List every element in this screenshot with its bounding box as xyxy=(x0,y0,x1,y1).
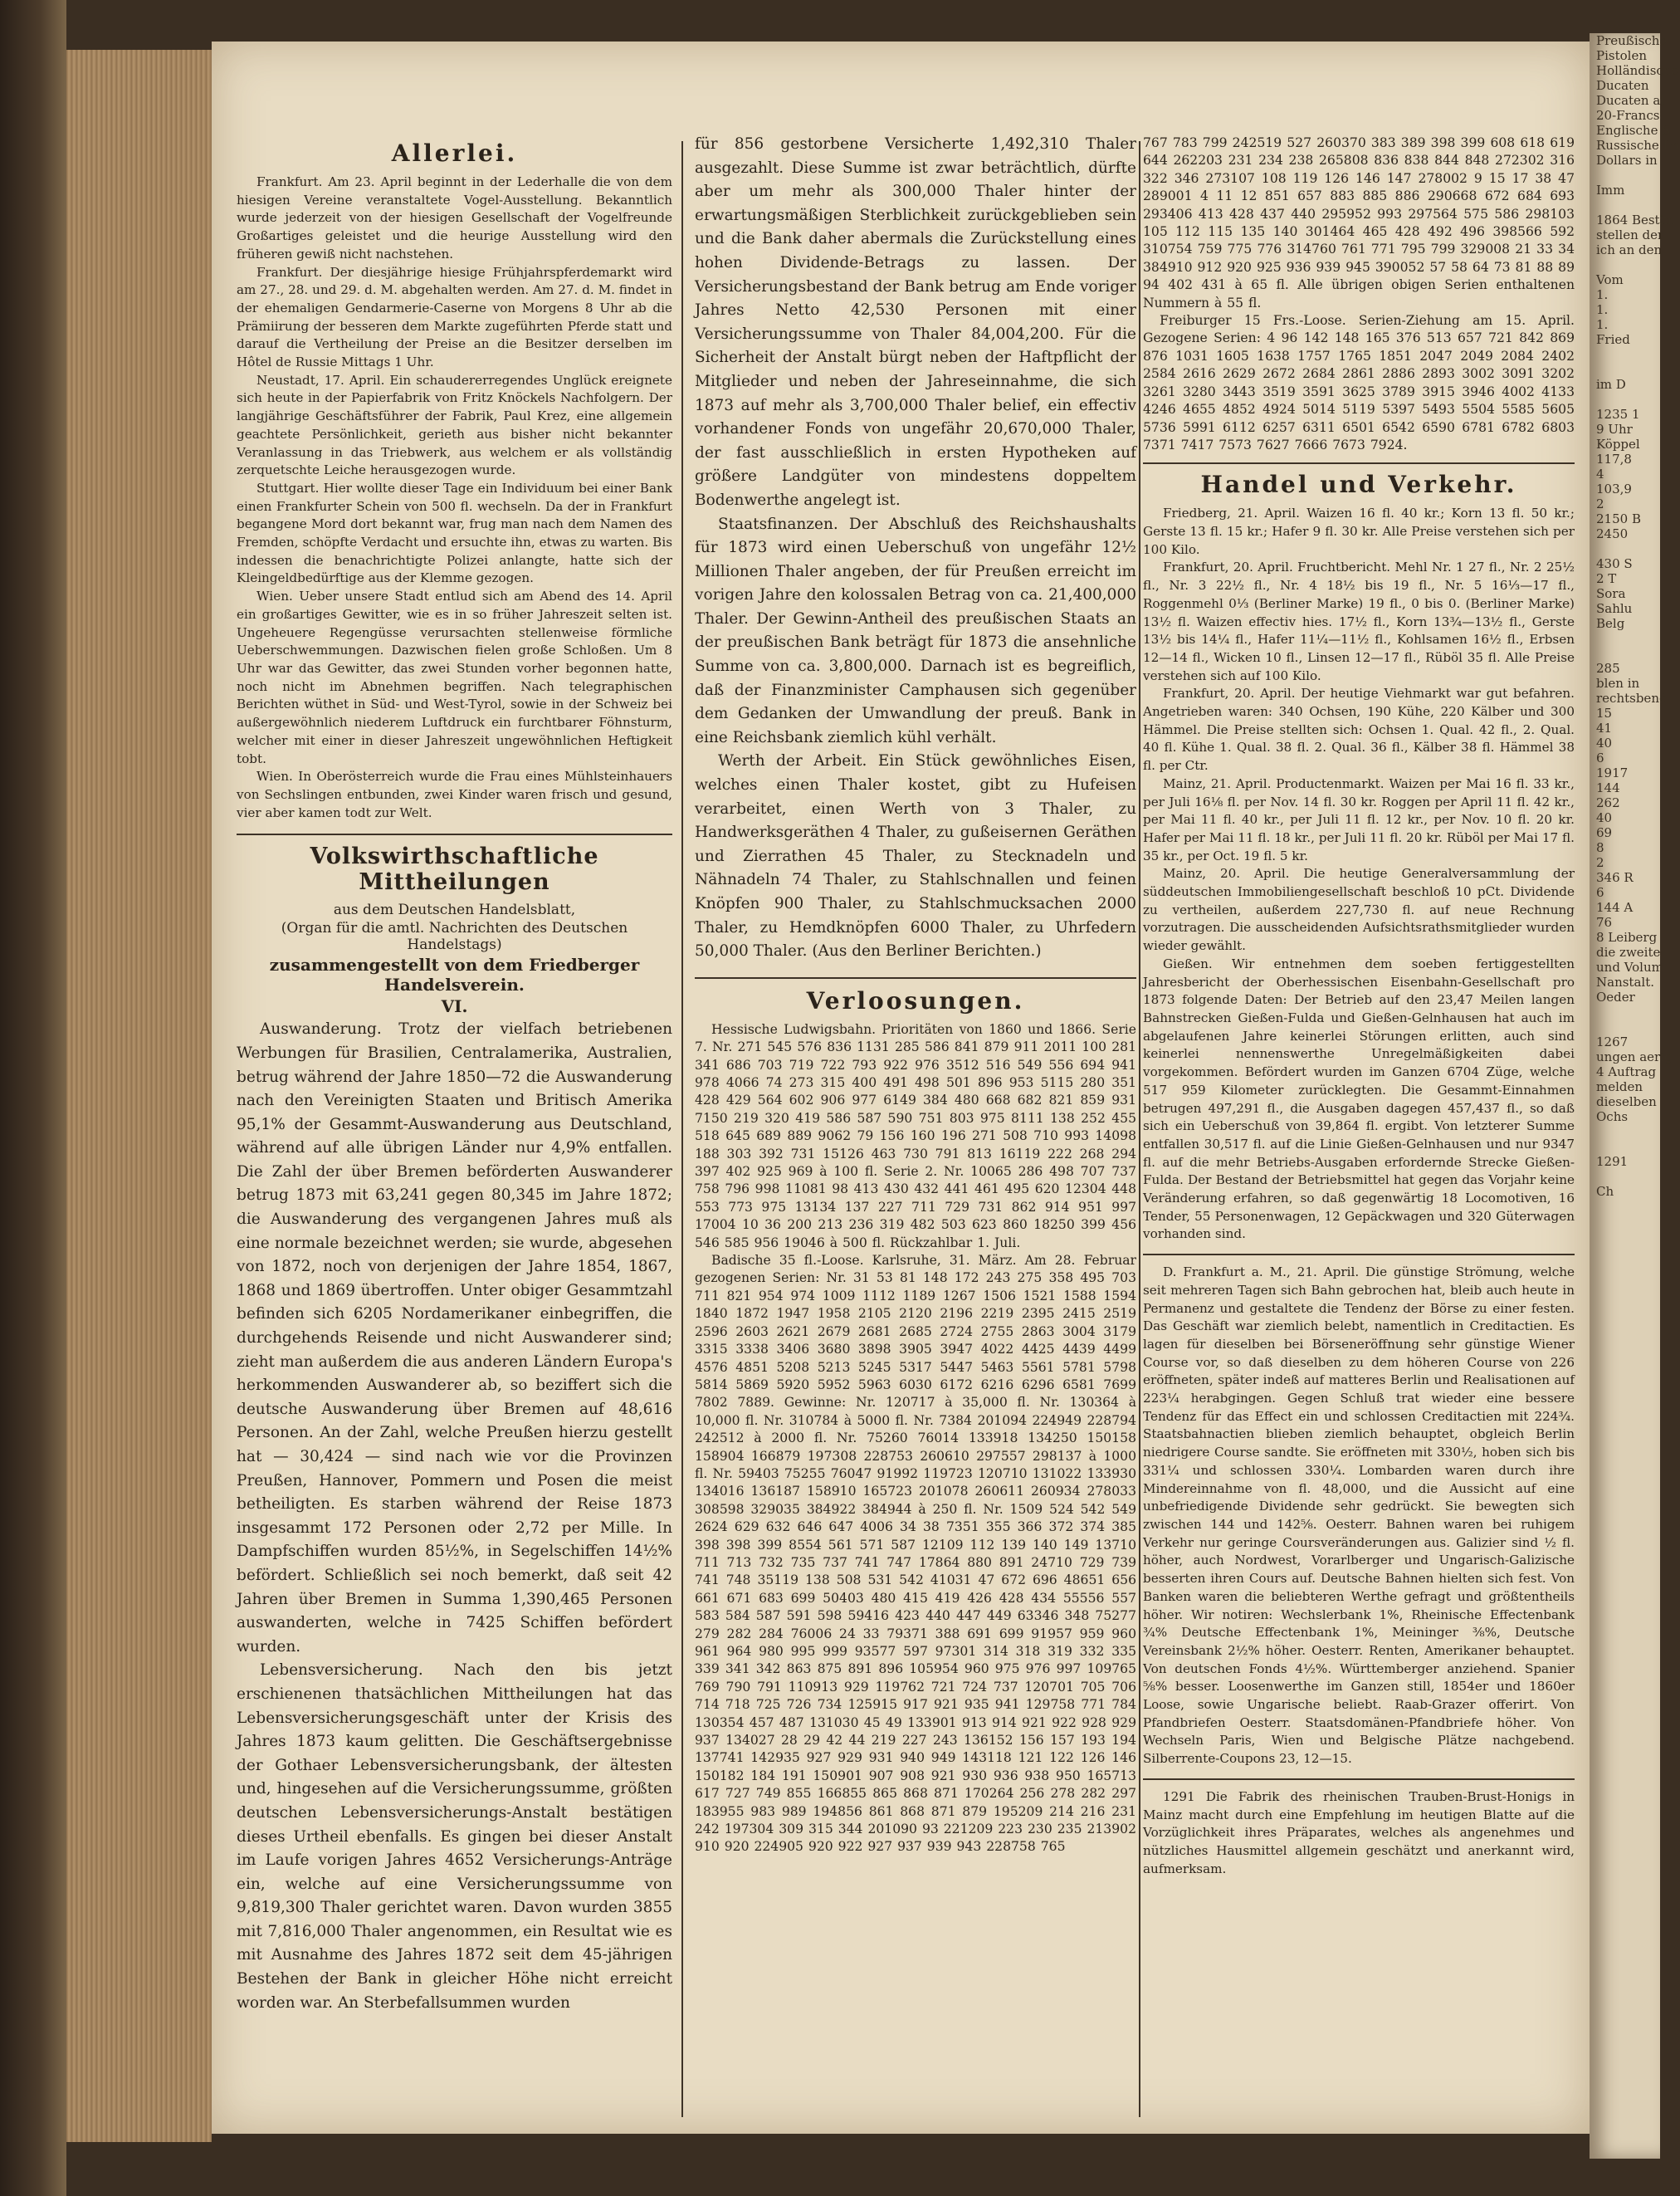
adjacent-page-fragment: rechtsbend xyxy=(1596,691,1668,706)
adjacent-page-fragment: melden xyxy=(1596,1079,1643,1094)
adjacent-page-fragment xyxy=(1590,1005,1660,1020)
adjacent-page-fragment xyxy=(1590,631,1660,646)
adjacent-page-fragment: Holländische xyxy=(1596,63,1679,78)
verloosungen-title: Verloosungen. xyxy=(806,986,1025,1015)
volks-subtitle-compiled: zusammengestellt von dem Friedberger Handelsverein. xyxy=(269,955,640,995)
volks-paragraph: Lebensversicherung. Nach den bis jetzt erschienenen thatsächlichen Mittheilungen hat das Lebensversicherungsgeschäft unter der Krisis des Jahres 1873 kaum gelitten. Die Geschäftsergebnisse der Gothaer Lebensversicherungsbank, der ältesten und, hingesehen auf die Versicherungssumme, größten deutschen Lebensversicherungs-Anstalt bestätigen dieses Urtheil ebenfalls. Es gingen bei dieser Anstalt im Laufe vorigen Jahres 4652 Versicherungs-Anträge ein, welche auf eine Versicherungssumme von 9,819,300 Thaler gerichtet waren. Davon wurden 3855 mit 7,816,000 Thaler angenommen, ein Resultat wie es mit Ausnahme des Jahres 1872 seit dem 45-jährigen Bestehen der Bank in gleicher Höhe nicht erreicht worden war. An Sterbefallsummen wurden xyxy=(237,1661,672,2012)
adjacent-page-fragment xyxy=(1590,646,1660,661)
col2-paragraph: für 856 gestorbene Versicherte 1,492,310 Thaler ausgezahlt. Diese Summe ist zwar beträchtlich, dürfte aber um mehr als 300,000 Thaler hinter der erwartungsmäßigen Sterblichkeit zurückgeblieben sein und die Bank daher abermals die Zurückstellung eines hohen Dividende-Betrags zu lassen. Der Versicherungsbestand der Bank betrug am Ende voriger Jahres Netto 42,530 Personen mit einer Versicherungssumme von Thaler 84,004,200. Für die Sicherheit der Anstalt bürgt neben der Haftpflicht der Mitglieder und neben der Jahreseinnahme, die sich 1873 auf mehr als 3,700,000 Thaler belief, ein effectiv vorhandener Fonds von ungefähr 20,670,000 Thaler, der fast ausschließlich in ersten Hypotheken auf größere Landgüter von mindestens doppeltem Bodenwerthe angelegt ist. xyxy=(695,135,1136,509)
adjacent-page-fragment: Fried xyxy=(1596,332,1630,347)
handel-paragraph: Frankfurt, 20. April. Fruchtbericht. Mehl Nr. 1 27 fl., Nr. 2 25½ fl., Nr. 3 22½ fl., Nr. 4 18½ bis 19 fl., Nr. 5 16⅓—17 fl., Roggenmehl 0⅓ (Berliner Marke) 19 fl., 0 bis 0. (Berliner Marke) 13½ fl. Waizen effectiv hies. 17½ fl., Korn 13¾—13½ fl., Gerste 13½ bis 14¼ fl., Hafer 11¼—11½ fl., Kohlsamen 16½ fl., Erbsen 12—14 fl., Wicken 10 fl., Linsen 12—17 fl., Rüböl 35 fl. Alle Preise verstehen sich auf 100 Kilo. xyxy=(1143,560,1575,683)
adjacent-page-fragment: 40 xyxy=(1596,810,1613,825)
adjacent-page-fragment xyxy=(1590,168,1660,183)
adjacent-page-fragment: 144 A xyxy=(1596,900,1634,915)
adjacent-page-fragment: die zweite xyxy=(1596,945,1661,960)
adjacent-page-fragment: 285 xyxy=(1596,661,1620,676)
column-3 xyxy=(1143,134,1575,2127)
adjacent-page-strip xyxy=(1590,33,1680,2159)
adjacent-page-fragment: ich an den xyxy=(1596,242,1663,257)
adjacent-page-fragment: Ch xyxy=(1596,1184,1614,1199)
advertisement-notice: 1291 Die Fabrik des rheinischen Trauben-Brust-Honigs in Mainz macht durch eine Empfehlung im heutigen Blatte auf die Vorzüglichkeit ihres Präparates, welches als angenehmes und nützliches Hausmittel allgemein geschätzt und anerkannt wird, aufmerksam. xyxy=(1143,1788,1575,1876)
adjacent-page-fragment: Russische Im xyxy=(1596,138,1680,153)
adjacent-page-fragment: Englische S xyxy=(1596,123,1671,138)
adjacent-page-fragment xyxy=(1590,541,1660,556)
adjacent-page-fragment: Ducaten al xyxy=(1596,93,1665,108)
adjacent-page-fragment: 9 Uhr xyxy=(1596,422,1633,437)
handel-paragraph: Gießen. Wir entnehmen dem soeben fertiggestellten Jahresbericht der Oberhessischen Eisenbahn-Gesellschaft pro 1873 folgende Daten: Der Betrieb auf den 23,47 Meilen langen Bahnstrecken Gießen-Fulda und Gießen-Gelnhausen hat auch im abgelaufenen Jahre keinerlei Störungen erlitten, auch sind keinerlei nennenswerthe Unregelmäßigkeiten dabei vorgekommen. Befördert wurden im Ganzen 6704 Züge, welche 517 959 Kilometer zurücklegten. Die Gesammt-Einnahmen betrugen 497,291 fl., die Ausgaben dagegen 457,437 fl., so daß sich ein Ueberschuß von 39,864 fl. ergibt. Von letzterer Summe entfallen 30,517 fl. auf die Linie Gießen-Gelnhausen und nur 9347 fl. auf die mehr Betriebs-Ausgaben erfordernde Strecke Gießen-Fulda. Der Bestand der Betriebsmittel hat gegen das Vorjahr keine Veränderung erfahren, so daß gegenwärtig 18 Locomotiven, 16 Tender, 55 Personenwagen, 12 Gepäckwagen und 320 Güterwagen vorhanden sind. xyxy=(1143,956,1575,1242)
adjacent-page-fragment xyxy=(1590,362,1660,377)
section-divider xyxy=(695,977,1136,979)
adjacent-page-fragment xyxy=(1590,1020,1660,1034)
adjacent-page-fragment: 2 T xyxy=(1596,571,1617,586)
adjacent-page-fragment: Ducaten xyxy=(1596,78,1649,93)
section-divider xyxy=(1143,1254,1575,1255)
adjacent-page-fragment: 1917 xyxy=(1596,765,1629,780)
freiburger-loose: Freiburger 15 Frs.-Loose. Serien-Ziehung am 15. April. Gezogene Serien: 4 96 142 148 165 376 513 657 721 842 869 876 1031 1605 1638 1757 1765 1851 2047 2049 2084 2402 2584 2616 2629 2672 2684 2861 2886 2893 3002 3091 3202 3261 3280 3443 3519 3591 3625 3789 3915 3946 4002 4133 4246 4655 4852 4924 5014 5119 5397 5493 5504 5585 5605 5736 5991 6112 6257 6311 6501 6542 6590 6781 6782 6803 7371 7417 7573 7627 7666 7673 7924. xyxy=(1143,313,1575,452)
handel-paragraph: Mainz, 21. April. Productenmarkt. Waizen per Mai 16 fl. 33 kr., per Juli 16⅛ fl. per Nov. 14 fl. 30 kr. Roggen per April 11 fl. 42 kr., per Mai 11 fl. 40 kr., per Juli 11 fl. 12 kr., per Nov. 10 fl. 20 kr. Hafer per Mai 11 fl. 18 kr., per Juli 11 fl. 20 kr. Rüböl per Mai 17 fl. 35 kr., per Oct. 19 fl. 5 kr. xyxy=(1143,775,1575,863)
adjacent-page-fragment: 2150 B xyxy=(1596,511,1641,526)
adjacent-page-fragment: 8 Leiberg xyxy=(1596,930,1658,945)
adjacent-page-fragment: 1864 Bestim xyxy=(1596,213,1676,227)
adjacent-page-fragment: Preußische xyxy=(1596,33,1668,48)
handel-title: Handel und Verkehr. xyxy=(1200,471,1517,499)
adjacent-page-fragment: Imm xyxy=(1596,183,1625,198)
adjacent-page-fragment: Oeder xyxy=(1596,990,1635,1005)
verloosungen-continuation: 767 783 799 242519 527 260370 383 389 398 399 608 618 619 644 262203 231 234 238 265808 836 838 844 848 272302 316 322 346 273107 108 119 126 146 147 278002 9 15 17 38 47 289001 4 11 12 851 657 883 885 886 290668 672 684 693 293406 413 428 437 440 295952 993 297564 575 586 298103 105 112 115 135 140 301464 465 428 492 496 398566 592 310754 759 775 776 314760 761 771 795 799 329008 21 33 34 384910 912 920 925 936 939 945 390052 57 58 64 73 81 88 89 94 402 431 à 65 fl. Alle übrigen obigen Serien enthaltenen Nummern à 55 fl. xyxy=(1143,135,1575,311)
adjacent-page-fragment xyxy=(1590,392,1660,407)
adjacent-page-fragment: 15 xyxy=(1596,706,1613,721)
adjacent-page-fragment: 4 xyxy=(1596,467,1604,482)
adjacent-page-fragment: Dollars in xyxy=(1596,153,1658,168)
handel-paragraph: Friedberg, 21. April. Waizen 16 fl. 40 kr.; Korn 13 fl. 50 kr.; Gerste 13 fl. 15 kr.; Hafer 9 fl. 30 kr. Alle Preise verstehen sich per 100 Kilo. xyxy=(1143,506,1575,557)
adjacent-page-fragment: 1291 xyxy=(1596,1154,1629,1169)
adjacent-page-fragment: Belg xyxy=(1596,616,1625,631)
section-divider xyxy=(237,834,672,835)
col2-paragraph: Werth der Arbeit. Ein Stück gewöhnliches Eisen, welches einen Thaler kostet, gibt zu Hufeisen verarbeitet, einen Werth von 3 Thaler, zu Handwerksgeräthen 4 Thaler, zu gußeisernen Geräthen und Zierrathen 45 Thaler, zu Stecknadeln und Nähnadeln 74 Thaler, zu Stahlschnallen und feinen Knöpfen 900 Thaler, zu Stahlschmucksachen 2000 Thaler, zu Hemdknöpfen 6000 Thaler, zu Uhrfedern 50,000 Thaler. (Aus den Berliner Berichten.) xyxy=(695,752,1136,961)
adjacent-page-fragment: 2 xyxy=(1596,855,1604,870)
handel-paragraph: Mainz, 20. April. Die heutige Generalversammlung der süddeutschen Immobiliengesellschaft beschloß 10 pCt. Dividende zu vertheilen, außerdem 227,730 fl. auf neue Rechnung vorzutragen. Die ausscheidenden Aufsichtsrathsmitglieder wurden wieder gewählt. xyxy=(1143,866,1575,954)
adjacent-page-fragment: 346 R xyxy=(1596,870,1634,885)
allerlei-paragraph: Frankfurt. Am 23. April beginnt in der Lederhalle die von dem hiesigen Vereine veranstaltete Vogel-Ausstellung. Bekanntlich wurde jederzeit von der hiesigen Gesellschaft der Vogelfreunde Großartiges geleistet und die heurige Ausstellung wird den früheren gewiß nicht nachstehen. xyxy=(237,174,672,262)
adjacent-page-fragment: 8 xyxy=(1596,840,1604,855)
adjacent-page-fragment: 76 xyxy=(1596,915,1613,930)
adjacent-page-fragment: 1. xyxy=(1596,317,1609,332)
adjacent-page-fragment: 6 xyxy=(1596,885,1604,900)
adjacent-page-fragment: 2 xyxy=(1596,496,1604,511)
adjacent-page-fragment xyxy=(1590,257,1660,272)
adjacent-page-fragment: 144 xyxy=(1596,780,1620,795)
verloosungen-paragraph: Badische 35 fl.-Loose. Karlsruhe, 31. März. Am 28. Februar gezogenen Serien: Nr. 31 53 81 148 172 243 275 358 495 703 711 821 954 974 1009 1112 1189 1267 1506 1521 1588 1594 1840 1872 1947 1958 2105 2120 2196 2219 2395 2415 2519 2596 2603 2621 2679 2681 2685 2724 2755 2863 3004 3179 3315 3338 3406 3680 3898 3905 3947 4022 4425 4439 4499 4576 4851 5208 5213 5245 5317 5447 5463 5561 5781 5798 5814 5869 5920 5952 5963 6030 6172 6216 6296 6581 7699 7802 7889. Gewinne: Nr. 120717 à 35,000 fl. Nr. 130364 à 10,000 fl. Nr. 310784 à 5000 fl. Nr. 7384 201094 224949 228794 242512 à 2000 fl. Nr. 75260 76014 133918 134250 150158 158904 166879 197308 228753 260610 297557 298137 à 1000 fl. Nr. 59403 75255 76047 91992 119723 120710 131022 133930 134016 136187 158910 165723 201078 260611 260934 278033 308598 329035 384922 384944 à 250 fl. Nr. 1509 524 542 549 2624 629 632 646 647 4006 34 38 7351 355 366 372 374 385 398 398 399 8554 561 571 587 12109 112 139 140 149 13710 711 713 732 735 737 741 747 17864 880 891 24710 729 739 741 748 35119 138 508 531 542 41031 47 672 696 48651 656 661 671 683 699 50403 480 415 419 426 428 434 55556 557 583 584 587 591 598 59416 423 440 447 449 63346 348 75277 279 282 284 76006 24 33 79371 388 691 699 91957 959 960 961 964 980 995 999 93577 597 97301 314 318 319 332 335 339 341 342 863 875 891 896 105954 960 975 976 997 109765 769 790 791 110913 929 119762 721 724 737 120701 705 706 714 718 725 726 734 125915 917 921 935 941 129758 771 784 130354 457 487 131030 45 49 133901 913 914 921 922 928 929 937 134027 28 29 42 44 219 227 243 136152 156 157 193 194 137741 142935 927 929 931 940 949 143118 121 122 126 146 150182 184 191 150901 907 908 921 930 936 938 950 165713 617 727 749 855 166855 865 868 871 170264 256 278 282 297 183955 983 989 194856 861 868 871 879 195209 214 216 231 242 197304 309 315 344 201090 93 221209 223 230 235 213902 910 920 224905 920 922 927 937 939 943 228758 765 xyxy=(695,1253,1136,1855)
allerlei-paragraph: Wien. In Oberösterreich wurde die Frau eines Mühlsteinhauers von Sechslingen entbunden, zwei Kinder waren frisch und gesund, vier aber kamen todt zur Welt. xyxy=(237,769,672,820)
volks-title: Volkswirthschaftliche Mittheilungen xyxy=(310,844,599,896)
column-rule-1 xyxy=(681,141,683,2117)
adjacent-page-fragment xyxy=(1590,347,1660,362)
adjacent-page-fragment: 103,9 xyxy=(1596,482,1632,496)
volks-paragraph: Auswanderung. Trotz der vielfach betriebenen Werbungen für Brasilien, Centralamerika, Australien, betrug während der Jahre 1850—72 die Auswanderung nach den Vereinigten Staaten und Britisch Amerika 95,1% der Gesammt-Auswanderung aus Deutschland, während auf alle übrigen Länder nur 4,9% entfallen. Die Zahl der über Bremen beförderten Auswanderer betrug 1873 mit 63,241 gegen 80,345 im Jahre 1872; die Auswanderung des vergangenen Jahres muß als eine normale bezeichnet werden; sie wurde, abgesehen von 1872, noch von derjenigen der Jahre 1854, 1867, 1868 und 1869 übertroffen. Unter obiger Gesammtzahl befinden sich 6205 Nordamerikaner einbegriffen, die durchgehends Reisende und nicht Auswanderer sind; zieht man außerdem die aus anderen Ländern Europa's herkommenden Auswanderer ab, so beziffert sich die deutsche Auswanderung über Bremen auf 48,616 Personen. An der Zahl, welche Preußen hierzu gestellt hat — 30,424 — sind nach wie vor die Provinzen Preußen, Hannover, Pommern und Posen die meist betheiligten. Es starben während der Reise 1873 insgesammt 172 Personen oder 2,72 per Mille. In Dampfschiffen wurden 85½%, in Segelschiffen 14½% befördert. Schließlich sei noch bemerkt, daß seit 42 Jahren über Bremen in Summa 1,390,465 Personen auswanderten, welche in 7425 Schiffen befördert wurden. xyxy=(237,1020,672,1656)
allerlei-paragraph: Wien. Ueber unsere Stadt entlud sich am Abend des 14. April ein großartiges Gewitter, wie es in so früher Jahreszeit selten ist. Ungeheuere Regengüsse verursachten stellenweise förmliche Ueberschwemmungen. Dazwischen fielen große Schloßen. Um 8 Uhr war das Gewitter, das zwei Stunden vorher begonnen hatte, noch nicht im Abnehmen begriffen. Nach telegraphischen Berichten wüthet in Süd- und West-Tyrol, sowie in der Schweiz bei außergewöhnlich niederem Luftdruck ein furchtbarer Föhnsturm, welcher mit einer in dieser Jahreszeit ungewöhnlichen Heftigkeit tobt. xyxy=(237,589,672,766)
adjacent-page-fragment xyxy=(1590,1124,1660,1139)
adjacent-page-fragment: Nanstalt. xyxy=(1596,975,1654,990)
adjacent-page-fragment: Ochs xyxy=(1596,1109,1629,1124)
adjacent-page-fragment: blen in xyxy=(1596,676,1640,691)
adjacent-page-fragment xyxy=(1590,198,1660,213)
adjacent-page-fragment: 20-Francs xyxy=(1596,108,1660,123)
adjacent-page-fragment: 430 S xyxy=(1596,556,1633,571)
volks-subtitle-source: aus dem Deutschen Handelsblatt, xyxy=(333,902,576,919)
allerlei-paragraph: Neustadt, 17. April. Ein schaudererregendes Unglück ereignete sich heute in der Papierfabrik von Fritz Knöckels Nachfolgern. Der langjährige Geschäftsführer der Fabrik, Paul Krez, eine allgemein geachtete Persönlichkeit, gerieth aus bisher nicht bekannter Veranlassung in das Triebwerk, aus welchem er als vollständig zerquetschte Leiche herausgezogen wurde. xyxy=(237,372,672,478)
adjacent-page-fragment: 1267 xyxy=(1596,1034,1629,1049)
column-rule-2 xyxy=(1139,141,1140,2117)
allerlei-title: Allerlei. xyxy=(391,139,518,167)
column-2 xyxy=(695,133,1136,2125)
allerlei-paragraph: Stuttgart. Hier wollte dieser Tage ein Individuum bei einer Bank einen Frankfurter Schein von 500 fl. wechseln. Da der in Frankfurt begangene Mord dort bekannt war, frug man nach dem Namen des Fremden, schöpfte Verdacht und ersuchte ihn, etwas zu warten. Bis indessen die benachrichtigte Polizei anlangte, hatte sich der Kleingeldbedürftige aus der Klemme gezogen. xyxy=(237,480,672,586)
volks-section-number: VI. xyxy=(441,996,468,1017)
adjacent-page-fragment: 1235 1 xyxy=(1596,407,1640,422)
adjacent-page-fragment: Köppel xyxy=(1596,437,1640,452)
adjacent-page-fragment: 41 xyxy=(1596,721,1613,736)
allerlei-paragraph: Frankfurt. Der diesjährige hiesige Frühjahrspferdemarkt wird am 27., 28. und 29. d. M. abgehalten werden. Am 27. d. M. findet in der ehemaligen Gendarmerie-Caserne von Morgens 8 Uhr ab die Prämiirung der besseren dem Markte zugeführten Pferde statt und darauf die Vertheilung der Preise an die Besitzer derselben im Hôtel de Russie Mittags 1 Uhr. xyxy=(237,264,672,370)
adjacent-page-fragment: 1. xyxy=(1596,302,1609,317)
volks-subtitle-organ: (Organ für die amtl. Nachrichten des Deutschen Handelstags) xyxy=(281,920,628,954)
handel-paragraph: Frankfurt, 20. April. Der heutige Viehmarkt war gut befahren. Angetrieben waren: 340 Ochsen, 190 Kühe, 220 Kälber und 300 Hämmel. Die Preise stellten sich: Ochsen 1. Qual. 42 fl., 2. Qual. 40 fl. Kühe 1. Qual. 38 fl. 2. Qual. 36 fl., Kälber 38 fl. Hämmel 38 fl. per Ctr. xyxy=(1143,686,1575,774)
adjacent-page-fragment: dieselben xyxy=(1596,1094,1657,1109)
adjacent-page-fragment: ungen aerig xyxy=(1596,1049,1673,1064)
page-stack-edge xyxy=(66,50,212,2142)
market-report: D. Frankfurt a. M., 21. April. Die günstige Strömung, welche seit mehreren Tagen sich Bahn gebrochen hat, bleib auch heute in Permanenz und gestaltete die Tendenz der Börse zu einer festen. Das Geschäft war ziemlich belebt, namentlich in Creditactien. Es lagen für dieselben bei Börseneröffnung sehr günstige Wiener Course vor, so daß dieselben zu dem höheren Course von 226 eröffneten, später indeß auf matteres Berlin und Realisationen auf 223¼ herabgingen. Gegen Schluß trat wieder eine bessere Tendenz für das Effect ein und schlossen Creditactien mit 224¾. Staatsbahnactien blieben ziemlich behauptet, obgleich Berlin niedrigere Course sandte. Sie eröffneten mit 330½, hoben sich bis 331¼ und schlossen 330¼. Lombarden waren durch ihre Mindereinnahme von fl. 48,000, und die Aussicht auf eine unbefriedigende Dividende sehr gedrückt. Sie bewegten sich zwischen 144 und 142⅝. Oesterr. Bahnen waren bei ruhigem Verkehr nur geringe Coursveränderungen aus. Galizier sind ½ fl. höher, auch Nordwest, Vorarlberger und Ungarisch-Galizische besserten ihren Cours auf. Deutsche Bahnen hielten sich fest. Von Banken waren die beliebteren Werthe gefragt und größtentheils höher. Wir notiren: Wechslerbank 1%, Rheinische Effectenbank ¾% Deutsche Effectenbank 1%, Meininger ⅜%, Deutsche Vereinsbank 2½% höher. Oesterr. Renten, Amerikaner behauptet. Von deutschen Fonds 4½%. Württemberger anziehend. Spanier ⅝% besser. Loosenwerthe im Ganzen still, 1854er und 1860er Loose, sowie Ungarische beliebt. Raab-Grazer offerirt. Von Pfandbriefen Oesterr. Staatsdomänen-Pfandbriefe höher. Von Wechseln Paris, Wien und Belgische Plätze nachgebend. Silberrente-Coupons 23, 12—15. xyxy=(1143,1264,1575,1767)
adjacent-page-fragment: Vom xyxy=(1596,272,1624,287)
book-binding xyxy=(0,0,66,2196)
adjacent-page-fragment: 69 xyxy=(1596,825,1613,840)
adjacent-page-fragment: Pistolen xyxy=(1596,48,1647,63)
adjacent-page-fragment: 262 xyxy=(1596,795,1620,810)
adjacent-page-fragment: im D xyxy=(1596,377,1626,392)
adjacent-page-fragment xyxy=(1590,1169,1660,1184)
section-divider xyxy=(1143,462,1575,464)
adjacent-page-fragment: stellen der xyxy=(1596,227,1664,242)
section-divider xyxy=(1143,1778,1575,1780)
newspaper-page xyxy=(212,42,1590,2134)
adjacent-page-fragment: 40 xyxy=(1596,736,1613,751)
adjacent-page-fragment: und Volum xyxy=(1596,960,1663,975)
column-1 xyxy=(237,133,672,2125)
adjacent-page-fragment: 1. xyxy=(1596,287,1609,302)
verloosungen-paragraph: Hessische Ludwigsbahn. Prioritäten von 1860 und 1866. Serie 7. Nr. 271 545 576 836 1131 285 586 841 879 911 2011 100 281 341 686 703 719 722 793 922 976 3512 516 549 556 694 941 978 4066 74 273 315 400 491 498 501 896 953 5115 280 351 428 429 564 602 906 977 6149 384 480 668 682 821 859 931 7150 219 320 419 586 587 590 751 803 975 8111 138 252 455 518 645 689 889 9062 79 156 160 196 271 508 710 993 14098 188 303 392 731 15126 463 730 791 813 16119 222 268 294 397 402 925 969 à 100 fl. Serie 2. Nr. 10065 286 498 707 737 758 796 998 11081 98 413 430 432 441 461 495 620 12304 448 553 773 975 13134 137 227 711 729 731 862 914 951 997 17004 10 36 200 213 236 319 482 503 623 860 18250 399 456 546 585 956 19046 à 500 fl. Rückzahlbar 1. Juli. xyxy=(695,1021,1136,1250)
adjacent-page-fragment: Sahlu xyxy=(1596,601,1633,616)
adjacent-page-fragment: 2450 xyxy=(1596,526,1629,541)
adjacent-page-fragment: 4 Auftrag xyxy=(1596,1064,1657,1079)
adjacent-page-fragment: 117,8 xyxy=(1596,452,1632,467)
adjacent-page-fragment: Sora xyxy=(1596,586,1626,601)
col2-paragraph: Staatsfinanzen. Der Abschluß des Reichshaushalts für 1873 wird einen Ueberschuß von ungefähr 12½ Millionen Thaler angeben, der für Preußen erreicht im vorigen Jahre den kolossalen Betrag von ca. 21,400,000 Thaler. Der Gewinn-Antheil des preußischen Staats an der preußischen Bank beträgt für 1873 die ansehnliche Summe von ca. 3,800,000. Darnach ist es begreiflich, daß der Finanzminister Camphausen sich gegenüber dem Gedanken der Umwandlung der preuß. Bank in eine Reichsbank ziemlich kühl verhält. xyxy=(695,515,1136,746)
adjacent-page-fragment xyxy=(1590,1139,1660,1154)
adjacent-page-fragment: 6 xyxy=(1596,751,1604,765)
